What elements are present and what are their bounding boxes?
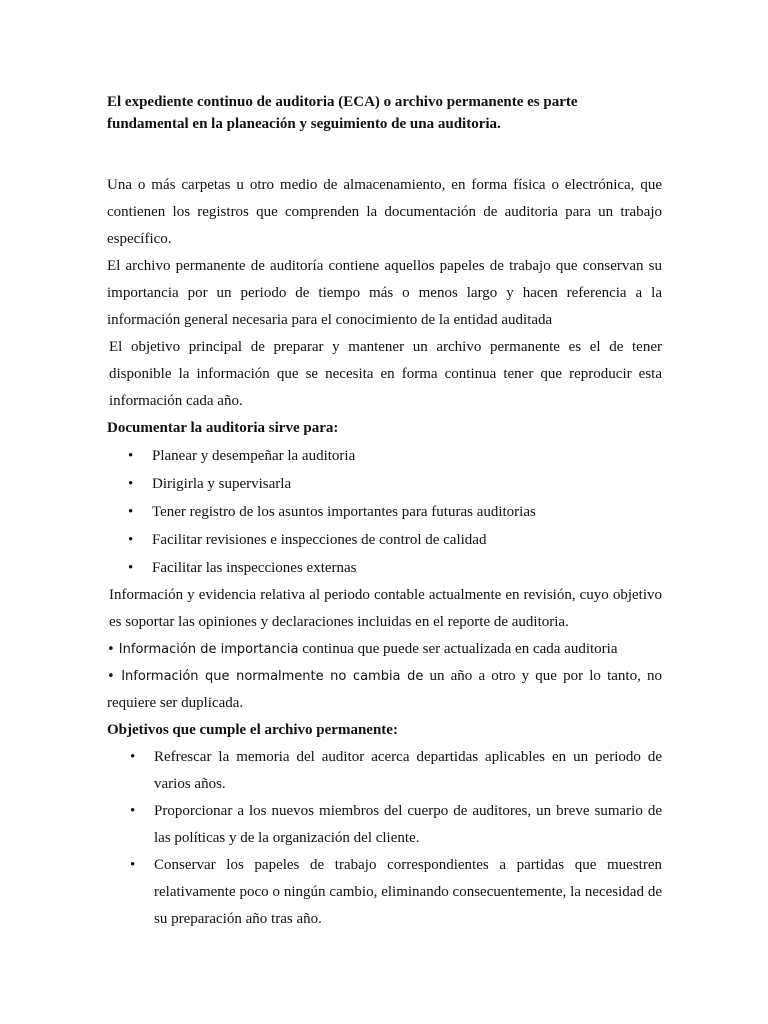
bullet-icon: • [128, 476, 134, 492]
bullet-icon: • [130, 749, 136, 765]
list-item: • Refrescar la memoria del auditor acerca departidas aplicables en un periodo de varios años. [107, 744, 662, 798]
paragraph-permanent-file: El archivo permanente de auditoría contiene aquellos papeles de trabajo que conservan su importancia por un periodo de tiempo más o menos largo y hacen referencia a la información general necesaria para el conocimiento de la entidad auditada [107, 258, 662, 328]
paragraph-objective: El objetivo principal de preparar y mantener un archivo permanente es el de tener disponible la información que se necesita en forma continua tener que reproducir esta información cada año. [109, 339, 662, 409]
bullet-icon: • [128, 448, 134, 464]
paragraph-info-importance: • Información de importancia continua que puede ser actualizada en cada auditoria [107, 641, 618, 657]
bullet-icon: • [130, 857, 136, 873]
paragraph-evidence: Información y evidencia relativa al periodo contable actualmente en revisión, cuyo objetivo es soportar las opiniones y declaraciones incluidas en el reporte de auditoria. [109, 587, 662, 630]
bullet-icon: • [128, 560, 134, 576]
bullet-icon: • [128, 504, 134, 520]
heading-documentation-purpose: Documentar la auditoria sirve para: [107, 420, 339, 436]
document-page [107, 91, 662, 933]
paragraph-definition: Una o más carpetas u otro medio de almacenamiento, en forma física o electrónica, que contienen los registros que comprenden la documentación de auditoria para un trabajo específico. [107, 177, 662, 247]
list-item: • Tener registro de los asuntos importantes para futuras auditorias [107, 498, 662, 526]
heading-objectives: Objetivos que cumple el archivo permanente: [107, 722, 398, 738]
list-item: • Conservar los papeles de trabajo correspondientes a partidas que muestren relativamente poco o ningún cambio, eliminando consecuentemente, la necesidad de su preparación año tras año. [107, 852, 662, 933]
list-item: • Facilitar revisiones e inspecciones de control de calidad [107, 526, 662, 554]
bullet-list-objectives [107, 744, 662, 933]
list-item: • Proporcionar a los nuevos miembros del cuerpo de auditores, un breve sumario de las políticas y de la organización del cliente. [107, 798, 662, 852]
list-item: • Planear y desempeñar la auditoria [107, 442, 662, 470]
list-item: • Facilitar las inspecciones externas [107, 554, 662, 582]
bullet-icon: • [130, 803, 136, 819]
document-title: El expediente continuo de auditoria (ECA) o archivo permanente es parte fundamental en la planeación y seguimiento de una auditoria. [107, 94, 578, 132]
bullet-icon: • [128, 532, 134, 548]
bullet-list-documentation [107, 442, 662, 582]
list-item: • Dirigirla y supervisarla [107, 470, 662, 498]
paragraph-info-unchanged: • Información que normalmente no cambia de un año a otro y que por lo tanto, no requiere ser duplicada. [107, 668, 662, 711]
